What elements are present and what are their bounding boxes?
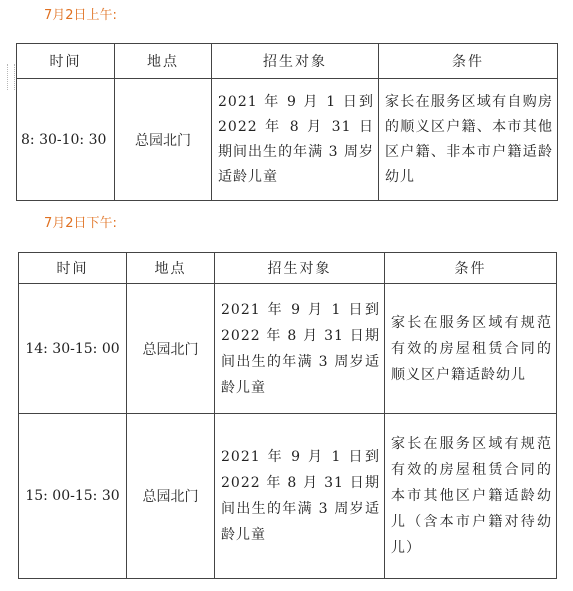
morning-schedule-table [16, 43, 558, 201]
place-cell: 总园北门 [127, 284, 215, 414]
condition-cell [379, 79, 558, 201]
table-header-row [17, 44, 558, 79]
condition-cell [385, 284, 557, 414]
afternoon-schedule-table [18, 252, 557, 579]
condition-cell [385, 414, 557, 579]
target-text: 2021 年 9 月 1 日到 2022 年 8 月 31 日期间出生的年满 3 周岁适龄儿童 [221, 449, 380, 543]
target-text: 2021 年 9 月 1 日到 2022 年 8 月 31 日期间出生的年满 3 周岁适龄儿童 [221, 301, 380, 396]
header-place: 地点 [127, 253, 215, 284]
header-condition: 条件 [385, 253, 557, 284]
header-time: 时间 [19, 253, 127, 284]
target-cell [215, 414, 385, 579]
target-text: 2021 年 9 月 1 日到 2022 年 8 月 31 日期间出生的年满 3 周岁适龄儿童 [218, 93, 374, 185]
time-cell: 14: 30-15: 00 [19, 284, 127, 414]
table-header-row [19, 253, 557, 284]
table-row [19, 284, 557, 414]
header-time: 时间 [17, 44, 115, 79]
condition-text: 家长在服务区域有规范有效的房屋租赁合同的顺义区户籍适龄幼儿 [391, 314, 552, 383]
morning-heading: 7月2日上午: [44, 8, 117, 23]
header-target: 招生对象 [215, 253, 385, 284]
target-cell [215, 284, 385, 414]
place-cell: 总园北门 [127, 414, 215, 579]
time-cell: 8: 30-10: 30 [17, 79, 115, 201]
target-cell [212, 79, 379, 201]
table-row [19, 414, 557, 579]
table-row [17, 79, 558, 201]
afternoon-heading: 7月2日下午: [44, 216, 117, 231]
margin-marker [7, 64, 15, 90]
condition-text: 家长在服务区域有自购房的顺义区户籍、本市其他区户籍、非本市户籍适龄幼儿 [385, 93, 553, 185]
header-target: 招生对象 [212, 44, 379, 79]
place-cell: 总园北门 [115, 79, 212, 201]
header-place: 地点 [115, 44, 212, 79]
condition-text: 家长在服务区域有规范有效的房屋租赁合同的本市其他区户籍适龄幼儿（含本市户籍对待幼儿） [391, 436, 552, 556]
header-condition: 条件 [379, 44, 558, 79]
time-cell: 15: 00-15: 30 [19, 414, 127, 579]
